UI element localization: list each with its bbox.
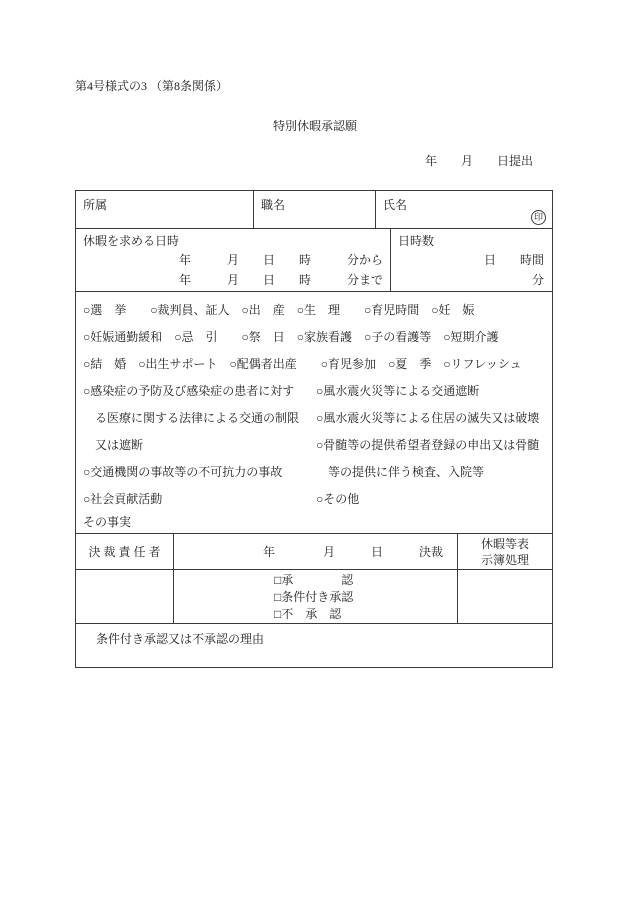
duration-label: 日時数 [398,234,435,248]
register-cell [458,534,552,569]
leave-type-line: ○妊娠通勤緩和 ○忌 引 ○祭 日 ○家族看護 ○子の看護等 ○短期介護 [83,330,499,344]
name-cell [376,191,552,228]
duration-minutes-line: 分 [531,273,544,287]
leave-type-line: 等の提供に伴う検査、入院等 [316,465,485,479]
leave-type-line: ○風水震火災等による交通遮断 [316,384,480,398]
leave-type-cell [76,292,552,534]
department-label: 所属 [83,198,108,212]
register-label-line1: 休暇等表 [480,536,529,551]
decision-options-cell [174,570,458,623]
register-label-line2: 示簿処理 [480,552,529,567]
identity-row [76,191,552,229]
document-title: 特別休暇承認願 [272,119,357,133]
period-row [76,229,552,292]
position-cell [254,191,376,228]
decision-row [76,570,552,624]
position-label: 職名 [261,198,286,212]
decision-date-line: 年 月 日 決裁 [262,545,443,559]
decision-option-reject: □不 承 認 [274,607,342,621]
register-entry-cell [458,570,552,623]
duration-cell [391,229,552,291]
leave-type-left-column [83,378,316,513]
reason-cell [76,624,552,667]
leave-type-two-columns [83,378,548,513]
leave-request-table [75,190,553,668]
seal-icon: 印 [531,210,546,225]
leave-type-line: 又は遮断 [83,438,144,452]
decision-option-approve: □承 認 [274,573,354,587]
leave-type-line: ○骨髄等の提供希望者登録の申出又は骨髄 [316,438,540,452]
approver-label: 決 裁 責 任 者 [88,545,161,559]
leave-type-line: ○交通機関の事故等の不可抗力の事故 [83,465,283,479]
form-number: 第4号様式の3 （第8条関係） [75,79,229,93]
approver-cell [76,534,174,569]
name-label: 氏名 [383,198,408,212]
leave-type-line: ○結 婚 ○出生サポート ○配偶者出産 ○育児参加 ○夏 季 ○リフレッシュ [83,357,522,371]
leave-type-line: ○感染症の予防及び感染症の患者に対す [83,384,295,398]
duration-days-hours-line: 日 時間 [483,253,544,267]
leave-from-line: 年 月 日 時 分から [178,253,383,267]
leave-type-line: ○社会貢献活動 [83,492,163,506]
approver-signature-cell [76,570,174,623]
leave-type-line: る医療に関する法律による交通の制限 [83,411,300,425]
leave-type-line: ○風水震火災等による住居の滅失又は破壊 [316,411,540,425]
approval-row [76,534,552,570]
decision-date-cell [174,534,458,569]
leave-type-line: ○その他 [316,492,360,506]
decision-option-conditional: □条件付き承認 [274,590,354,604]
department-cell [76,191,254,228]
leave-type-right-column [316,378,548,513]
leave-period-label: 休暇を求める日時 [83,234,180,248]
leave-to-line: 年 月 日 時 分まで [178,273,383,287]
leave-type-line: ○選 挙 ○裁判員、証人 ○出 産 ○生 理 ○育児時間 ○妊 娠 [83,303,475,317]
submit-date-line: 年 月 日提出 [424,154,533,168]
fact-label: その事実 [83,515,132,529]
reason-label: 条件付き承認又は不承認の理由 [96,632,265,646]
leave-period-cell [76,229,391,291]
